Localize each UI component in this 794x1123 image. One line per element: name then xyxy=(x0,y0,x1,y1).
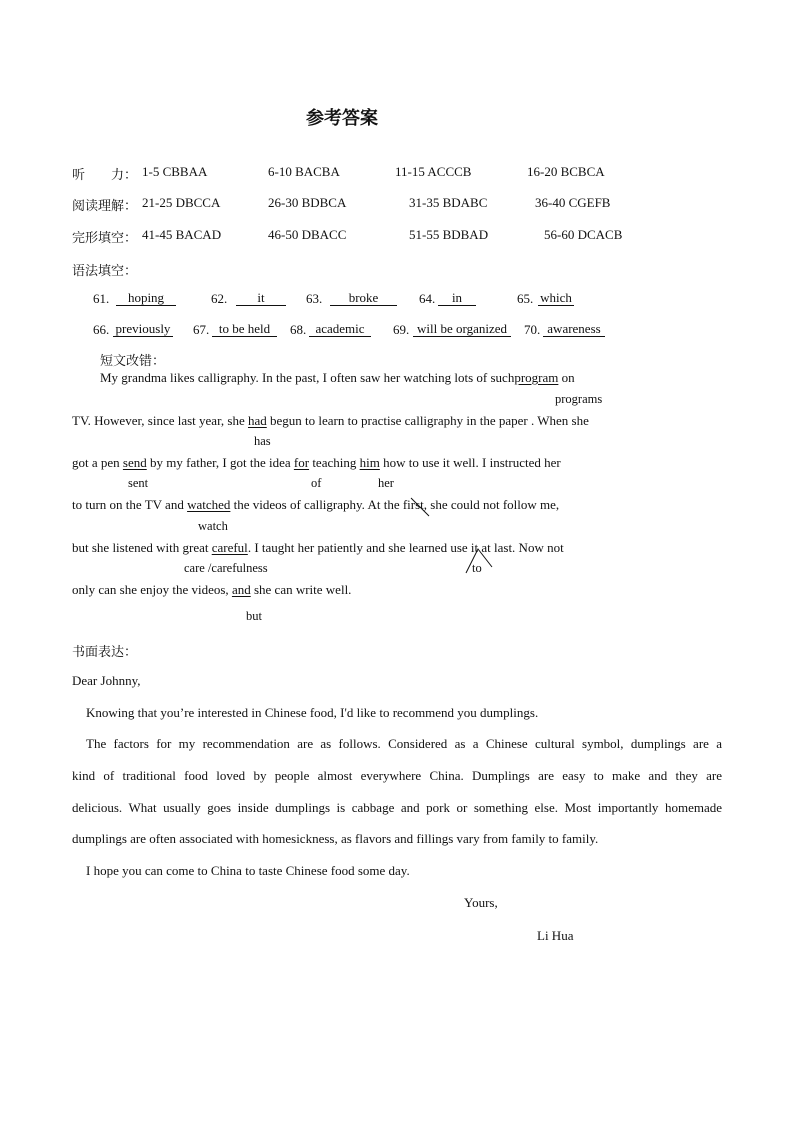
error-word: watched xyxy=(187,497,231,512)
letter-paragraph-line: kind of traditional food loved by people almost everywhere China. Dumplings are easy to make and they are xyxy=(72,768,722,783)
correction-word: her xyxy=(378,476,394,490)
error-word: for xyxy=(293,455,310,470)
passage-line: only can she enjoy the videos, and she can write well. xyxy=(72,582,352,597)
question-number: 66. xyxy=(93,322,110,337)
answer-group: 6-10 BACBA xyxy=(268,164,340,179)
section-label: 听 力： xyxy=(72,168,138,183)
answer-group: 36-40 CGEFB xyxy=(535,195,611,210)
letter-greeting: Dear Johnny, xyxy=(72,673,141,688)
answer-group: 16-20 BCBCA xyxy=(527,164,605,179)
correction-heading: 短文改错： xyxy=(100,354,166,369)
section-label: 完形填空： xyxy=(72,231,138,246)
answer-group: 26-30 BDBCA xyxy=(268,195,347,210)
error-word: and xyxy=(231,582,251,597)
letter-paragraph-line: dumplings are often associated with homesickness, as flavors and fillings vary from family to family. xyxy=(72,831,599,846)
correction-word: care /carefulness xyxy=(184,561,268,575)
answer-group: 1-5 CBBAA xyxy=(142,164,208,179)
answer-blank: previously xyxy=(113,322,173,337)
correction-word: to xyxy=(472,561,482,575)
question-number: 69. xyxy=(393,322,410,337)
correction-word: sent xyxy=(128,476,149,490)
passage-line: My grandma likes calligraphy. In the past, I often saw her watching lots of suchprogram on xyxy=(100,370,575,385)
answer-group: 51-55 BDBAD xyxy=(409,227,489,242)
page-title: 参考答案 xyxy=(306,108,378,129)
question-number: 68. xyxy=(290,322,307,337)
letter-signature: Li Hua xyxy=(537,928,574,943)
correction-word: but xyxy=(246,609,262,623)
deletion-mark-icon xyxy=(409,496,431,518)
error-word: had xyxy=(247,413,267,428)
error-word: program xyxy=(514,370,559,385)
passage-line: but she listened with great careful. I taught her patiently and she learned use it at last. Now not xyxy=(72,540,564,555)
passage-line: got a pen send by my father, I got the idea for teaching him how to use it well. I instructed her xyxy=(72,455,561,470)
question-number: 67. xyxy=(193,322,210,337)
letter-paragraph-line: delicious. What usually goes inside dumplings is cabbage and pork or something else. Most importantly homemade xyxy=(72,800,722,815)
section-label: 阅读理解： xyxy=(72,199,138,214)
error-word: send xyxy=(122,455,147,470)
question-number: 64. xyxy=(419,291,436,306)
error-word: careful xyxy=(211,540,248,555)
question-number: 61. xyxy=(93,291,110,306)
question-number: 63. xyxy=(306,291,323,306)
answer-blank: will be organized xyxy=(413,322,511,337)
letter-closing: Yours, xyxy=(464,895,498,910)
answer-blank: academic xyxy=(309,322,371,337)
passage-line: to turn on the TV and watched the videos of calligraphy. At the first, she could not follow me, xyxy=(72,497,560,512)
answer-blank: to be held xyxy=(212,322,277,337)
passage-line: TV. However, since last year, she had begun to learn to practise calligraphy in the paper . When she xyxy=(72,413,589,428)
question-number: 65. xyxy=(517,291,534,306)
answer-group: 46-50 DBACC xyxy=(268,227,347,242)
grammar-heading: 语法填空： xyxy=(72,264,138,279)
answer-group: 21-25 DBCCA xyxy=(142,195,221,210)
answer-group: 41-45 BACAD xyxy=(142,227,222,242)
answer-group: 56-60 DCACB xyxy=(544,227,623,242)
answer-blank: which xyxy=(538,291,574,306)
answer-blank: broke xyxy=(330,291,397,306)
answer-group: 31-35 BDABC xyxy=(409,195,488,210)
correction-word: watch xyxy=(198,519,228,533)
answer-blank: it xyxy=(236,291,286,306)
letter-paragraph-line: The factors for my recommendation are as follows. Considered as a Chinese cultural symbol, dumplings are a xyxy=(86,736,722,751)
writing-heading: 书面表达： xyxy=(72,645,138,660)
letter-paragraph: I hope you can come to China to taste Chinese food some day. xyxy=(86,863,410,878)
correction-word: of xyxy=(311,476,322,490)
letter-paragraph: Knowing that you’re interested in Chinese food, I'd like to recommend you dumplings. xyxy=(86,705,539,720)
answer-blank: in xyxy=(438,291,476,306)
correction-word: has xyxy=(254,434,271,448)
error-word: him xyxy=(359,455,380,470)
question-number: 62. xyxy=(211,291,228,306)
answer-blank: hoping xyxy=(116,291,176,306)
question-number: 70. xyxy=(524,322,541,337)
correction-word: programs xyxy=(555,392,603,406)
answer-group: 11-15 ACCCB xyxy=(395,164,472,179)
answer-blank: awareness xyxy=(543,322,605,337)
